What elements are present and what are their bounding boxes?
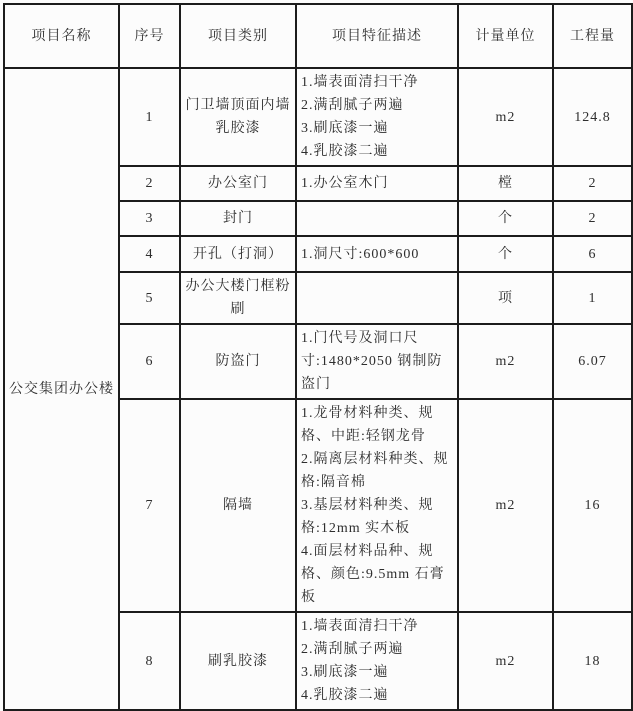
col-header-project-name: 项目名称 <box>4 4 119 68</box>
row-unit: m2 <box>458 612 553 710</box>
col-header-serial-no: 序号 <box>119 4 180 68</box>
feature-line: 3.基层材料种类、规格:12mm 实木板 <box>301 498 434 536</box>
row-serial-no: 1 <box>119 68 180 166</box>
row-quantity: 2 <box>553 201 632 236</box>
row-unit: m2 <box>458 324 553 399</box>
feature-line: 1.墙表面清扫干净 <box>301 619 419 634</box>
feature-line: 1.办公室木门 <box>301 176 389 191</box>
col-header-unit: 计量单位 <box>458 4 553 68</box>
row-category: 办公大楼门框粉刷 <box>180 272 296 324</box>
table-row <box>4 68 632 166</box>
row-features <box>296 399 458 612</box>
row-features <box>296 612 458 710</box>
row-category: 开孔（打洞） <box>180 236 296 272</box>
row-quantity: 6 <box>553 236 632 272</box>
row-unit: 樘 <box>458 166 553 201</box>
feature-line: 1.洞尺寸:600*600 <box>301 246 420 262</box>
col-header-quantity: 工程量 <box>553 4 632 68</box>
row-quantity: 2 <box>553 166 632 201</box>
feature-line: 2.满刮腻子两遍 <box>301 642 404 657</box>
feature-line: 4.乳胶漆二遍 <box>301 688 389 703</box>
row-unit: m2 <box>458 399 553 612</box>
row-quantity: 6.07 <box>553 324 632 399</box>
feature-line: 2.隔离层材料种类、规格:隔音棉 <box>301 452 449 490</box>
row-serial-no: 6 <box>119 324 180 399</box>
row-features <box>296 272 458 324</box>
col-header-category: 项目类别 <box>180 4 296 68</box>
col-header-features: 项目特征描述 <box>296 4 458 68</box>
feature-line: 1.墙表面清扫干净 <box>301 75 419 90</box>
row-serial-no: 2 <box>119 166 180 201</box>
row-quantity: 1 <box>553 272 632 324</box>
feature-line: 1.门代号及洞口尺寸:1480*2050 钢制防盗门 <box>301 331 443 392</box>
row-category: 刷乳胶漆 <box>180 612 296 710</box>
row-features <box>296 201 458 236</box>
row-category: 封门 <box>180 201 296 236</box>
row-unit: 个 <box>458 201 553 236</box>
feature-line: 3.刷底漆一遍 <box>301 665 389 680</box>
row-features <box>296 68 458 166</box>
row-serial-no: 7 <box>119 399 180 612</box>
row-unit: 项 <box>458 272 553 324</box>
feature-line: 4.面层材料品种、规格、颜色:9.5mm 石膏板 <box>301 544 445 605</box>
quantity-table <box>3 3 633 711</box>
row-unit: m2 <box>458 68 553 166</box>
project-name-cell: 公交集团办公楼 <box>4 68 119 710</box>
row-unit: 个 <box>458 236 553 272</box>
row-features <box>296 324 458 399</box>
row-quantity: 124.8 <box>553 68 632 166</box>
row-serial-no: 5 <box>119 272 180 324</box>
feature-line: 3.刷底漆一遍 <box>301 121 389 136</box>
row-category: 隔墙 <box>180 399 296 612</box>
feature-line: 4.乳胶漆二遍 <box>301 144 389 159</box>
row-quantity: 16 <box>553 399 632 612</box>
header-row <box>4 4 632 68</box>
row-category: 门卫墙顶面内墙乳胶漆 <box>180 68 296 166</box>
feature-line: 1.龙骨材料种类、规格、中距:轻钢龙骨 <box>301 406 434 444</box>
feature-line: 2.满刮腻子两遍 <box>301 98 404 113</box>
row-category: 防盗门 <box>180 324 296 399</box>
row-serial-no: 8 <box>119 612 180 710</box>
row-serial-no: 4 <box>119 236 180 272</box>
row-features <box>296 236 458 272</box>
row-quantity: 18 <box>553 612 632 710</box>
row-category: 办公室门 <box>180 166 296 201</box>
row-features <box>296 166 458 201</box>
row-serial-no: 3 <box>119 201 180 236</box>
